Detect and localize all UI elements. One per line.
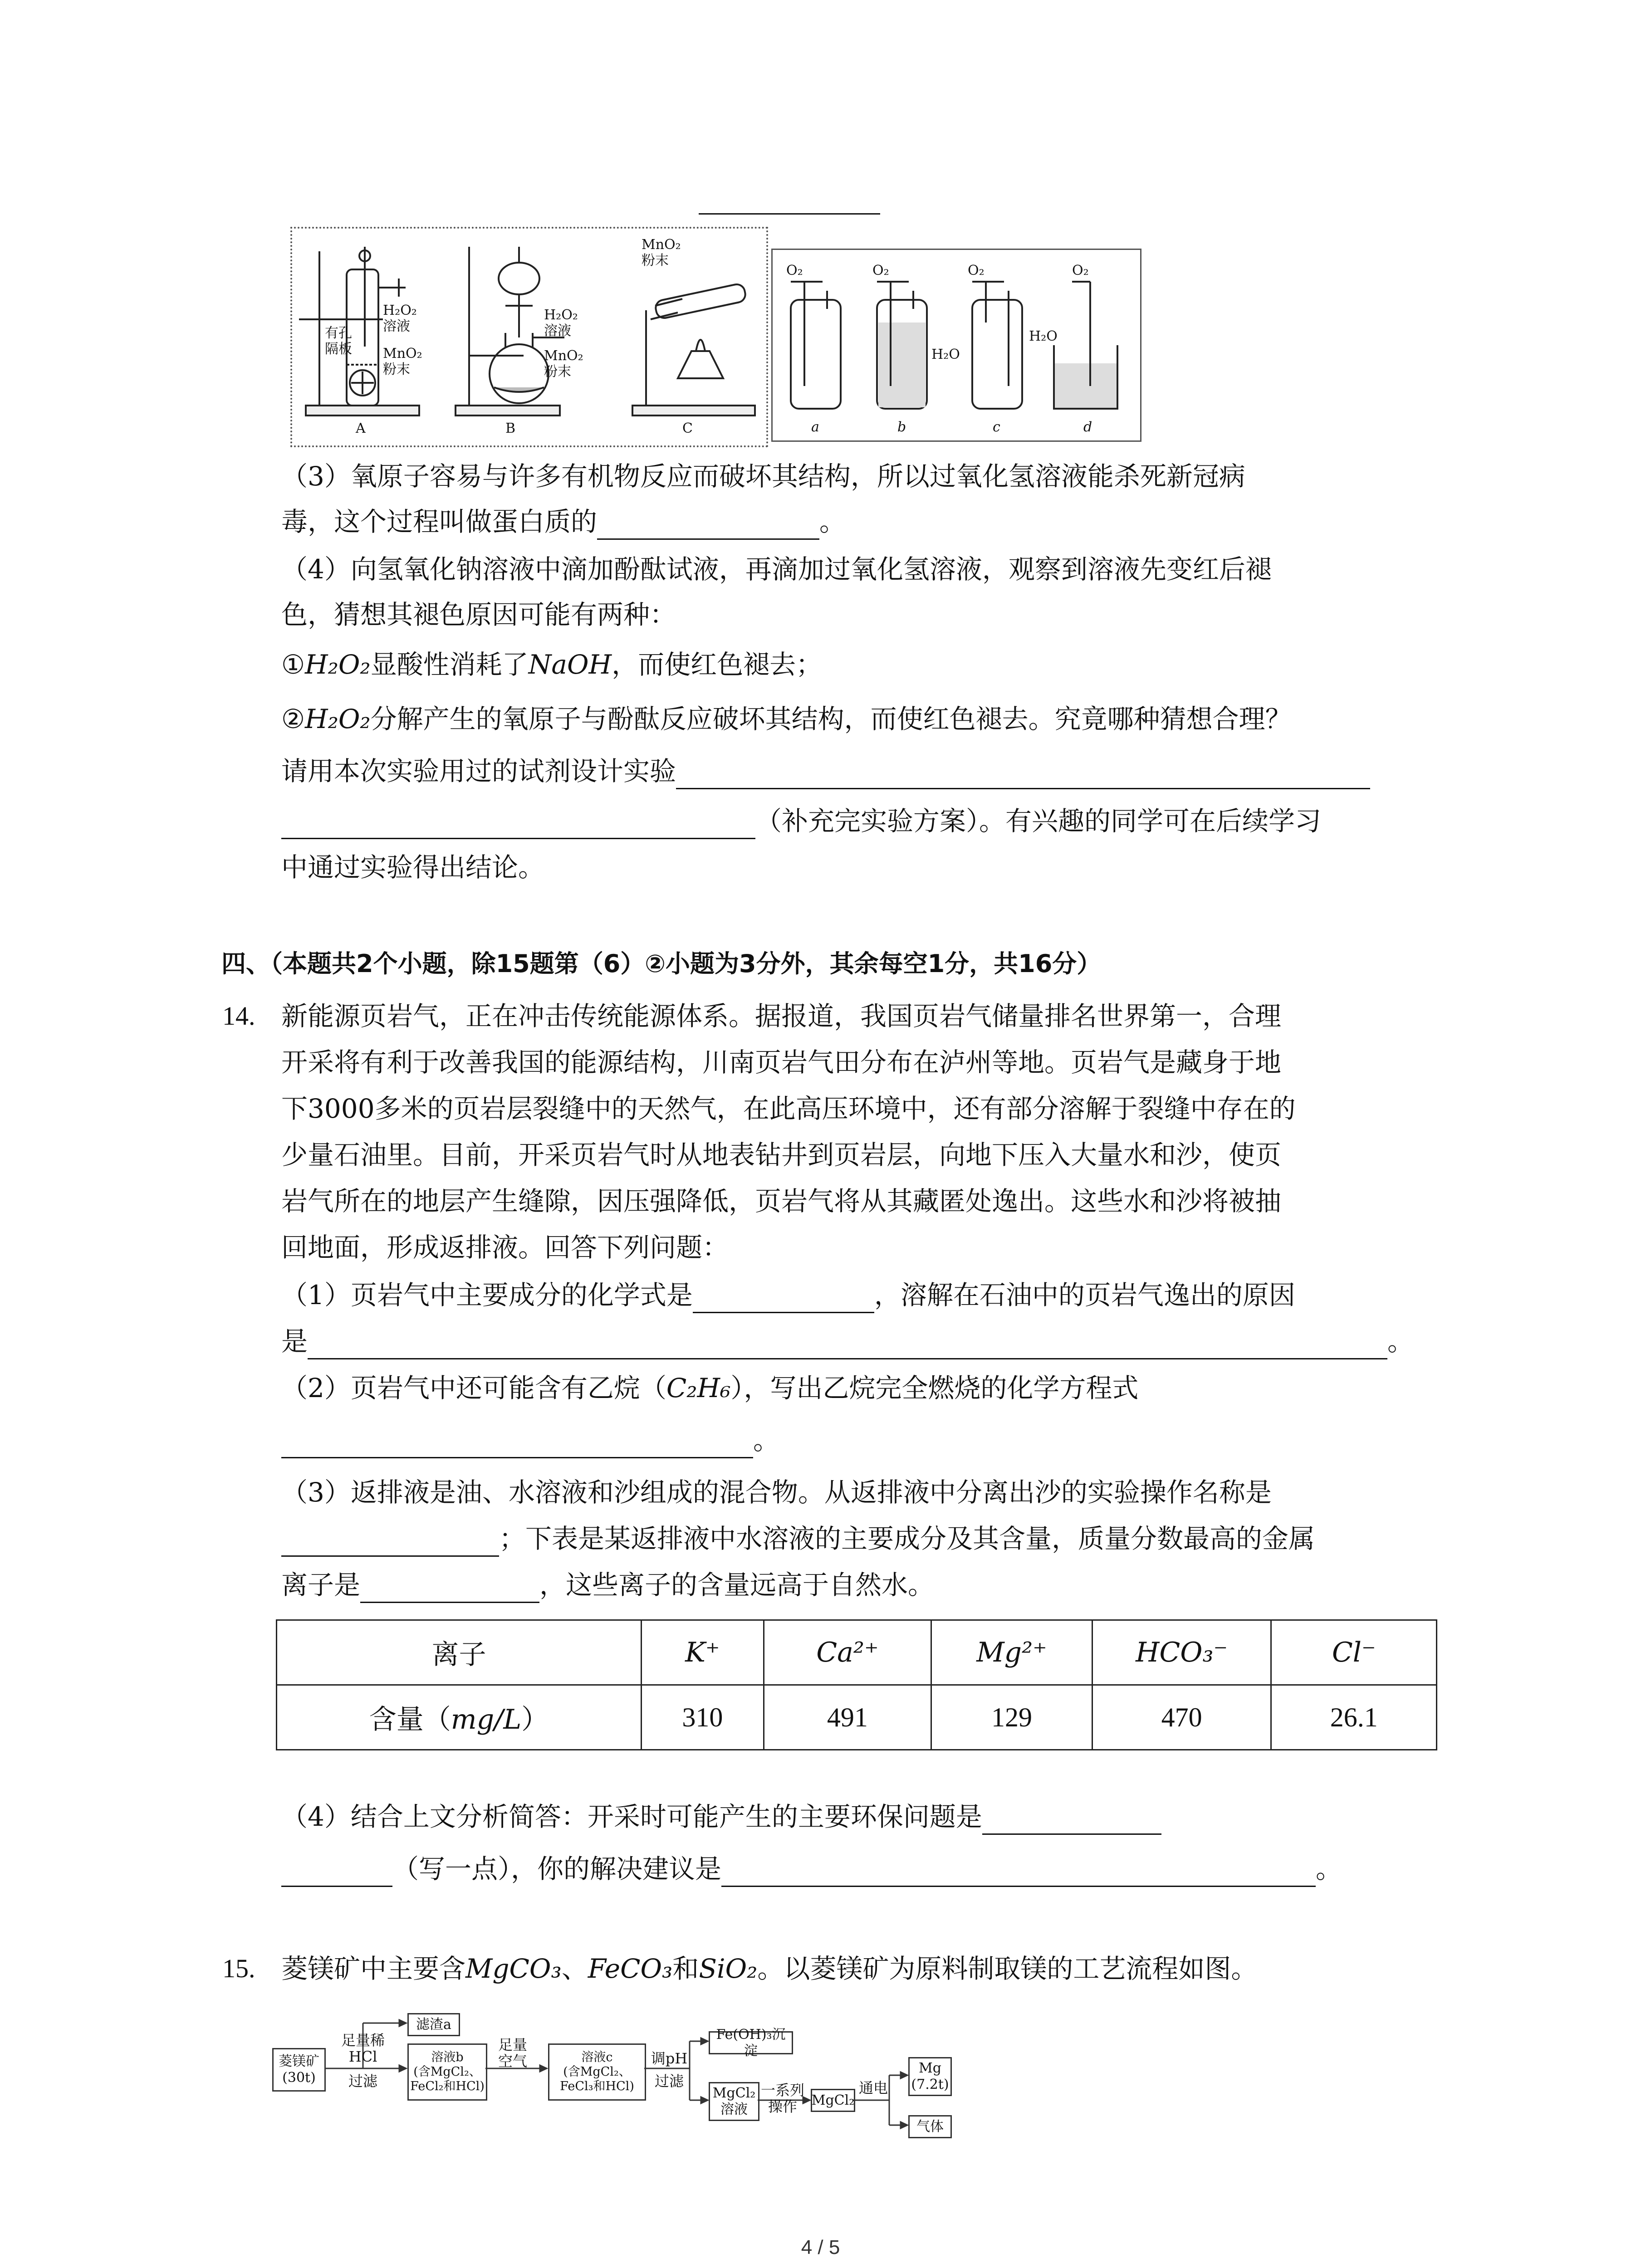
q14-number: 14. [222, 1001, 255, 1031]
q14-p4-text-c: 。 [1316, 1853, 1342, 1884]
q13-design-line3: 中通过实验得出结论。 [281, 852, 545, 883]
q14-p2-line2 [281, 1422, 779, 1458]
process-flowchart [272, 2005, 966, 2155]
q14-p2-text-c: 。 [753, 1425, 780, 1456]
q14-p4-line2 [281, 1851, 1342, 1887]
label-h2o-b: H₂O [931, 347, 960, 362]
table-row [277, 1620, 1437, 1685]
q14-p1-text-d: 。 [1387, 1326, 1414, 1357]
label-a-upper: A [356, 420, 366, 436]
label-mno2-b: MnO₂ [544, 348, 583, 364]
label-powder-a: 粉末 [383, 362, 410, 377]
q15-number: 15. [222, 1954, 255, 1983]
ore-box: 菱镁矿 (30t) [272, 2048, 326, 2092]
q14-p4-line1 [281, 1799, 1161, 1835]
q14-p3-text-b: ；下表是某返排液中水溶液的主要成分及其含量，质量分数最高的金属 [499, 1523, 1315, 1554]
q14-p1-text-c: 是 [281, 1326, 308, 1357]
q14-intro-5: 岩气所在的地层产生缝隙，因压强降低，页岩气将从其藏匿处逸出。这些水和沙将被抽 [281, 1186, 1282, 1217]
label-c-lower: c [993, 419, 1000, 435]
solution-b-box: 溶液b (含MgCl₂、 FeCl₂和HCl) [407, 2043, 487, 2101]
guess2-formula: H₂O₂ [305, 704, 371, 734]
q14-p4-blank-2[interactable] [281, 1859, 392, 1887]
guess1-naoh: NaOH [528, 649, 612, 680]
q14-p3-line1: （3）返排液是油、水溶液和沙组成的混合物。从返排液中分离出沙的实验操作名称是 [281, 1477, 1272, 1508]
q14-p4-blank-3[interactable] [721, 1859, 1316, 1887]
guess2-marker: ② [281, 704, 305, 734]
ion-cell: Mg²⁺ [931, 1620, 1092, 1685]
air-label: 足量 空气 [498, 2036, 527, 2070]
adjust-ph-label: 调pH [651, 2050, 688, 2067]
q14-p1-blank-1[interactable] [693, 1286, 874, 1313]
label-o2-d: O₂ [1072, 263, 1089, 279]
label-a-lower: a [811, 419, 819, 435]
q15-sep-2: 和 [672, 1953, 699, 1984]
page-number: 4 / 5 [801, 2236, 840, 2258]
q13-guess-2 [281, 701, 1292, 737]
q14-p1-blank-2[interactable] [308, 1332, 1387, 1359]
value-cell: 470 [1092, 1685, 1271, 1750]
q14-p2-text-b: ），写出乙烷完全燃烧的化学方程式 [730, 1373, 1139, 1403]
section-4-title: 四、（本题共2个小题，除15题第（6）②小题为3分外，其余每空1分，共16分） [221, 949, 1102, 978]
series-ops-label: 一系列 操作 [760, 2082, 804, 2115]
label-porous-1: 有孔 [325, 325, 352, 341]
design-text-b: （补充完实验方案）。有兴趣的同学可在后续学习 [755, 806, 1322, 836]
label-mno2-a: MnO₂ [383, 346, 422, 362]
mg-box: Mg (7.2t) [908, 2057, 952, 2096]
mgcl2-solution-box: MgCl₂ 溶液 [709, 2082, 759, 2121]
guess1-marker: ① [281, 649, 305, 680]
top-answer-blank [699, 213, 880, 215]
q14-p3-line3 [281, 1567, 934, 1603]
solution-c-box: 溶液c (含MgCl₂、 FeCl₃和HCl) [548, 2043, 646, 2101]
q15-formula-3: SiO₂ [699, 1953, 758, 1984]
design-blank-1[interactable] [676, 762, 1370, 789]
gas-box: 气体 [908, 2115, 952, 2138]
label-c-upper: C [682, 420, 693, 436]
q14-p2-text-a: （2）页岩气中还可能含有乙烷（ [281, 1373, 666, 1403]
q14-p1-text-b: ，溶解在石油中的页岩气逸出的原因 [874, 1280, 1295, 1310]
q14-p4-text-a: （4）结合上文分析简答：开采时可能产生的主要环保问题是 [281, 1801, 982, 1832]
residue-a-box: 滤渣a [407, 2013, 460, 2036]
q13-p3-text: 毒，这个过程叫做蛋白质的 [281, 506, 598, 537]
label-mno2-c: MnO₂ [642, 237, 681, 253]
q13-design-line1 [281, 753, 1370, 789]
label-o2-a: O₂ [786, 263, 803, 279]
label-h2o2-b: H₂O₂ [544, 307, 578, 323]
q13-p3-blank[interactable] [597, 512, 819, 540]
q14-p4-blank-1[interactable] [982, 1807, 1161, 1835]
q14-intro-2: 开采将有利于改善我国的能源结构，川南页岩气田分布在泸州等地。页岩气是藏身于地 [281, 1047, 1282, 1078]
q14-p1-line1 [281, 1277, 1295, 1313]
row-label-b: ） [521, 1704, 549, 1735]
q14-p2-blank[interactable] [281, 1431, 753, 1458]
value-cell: 26.1 [1271, 1685, 1437, 1750]
design-blank-2[interactable] [281, 811, 755, 839]
electrolysis-label: 通电 [858, 2079, 888, 2097]
label-powder-b: 粉末 [544, 364, 571, 380]
q14-p3-blank-1[interactable] [281, 1529, 499, 1557]
q14-intro-4: 少量石油里。目前，开采页岩气时从地表钻井到页岩层，向地下压入大量水和沙，使页 [281, 1139, 1282, 1170]
guess2-text: 分解产生的氧原子与酚酞反应破坏其结构，而使红色褪去。究竟哪种猜想合理？ [370, 704, 1292, 734]
q14-p1-line2 [281, 1323, 1414, 1359]
fe-oh3-box: Fe(OH)₃沉淀 [709, 2031, 793, 2054]
label-d-lower: d [1083, 419, 1092, 435]
q14-p3-text-c: 离子是 [281, 1569, 361, 1600]
label-powder-c: 粉末 [642, 253, 669, 269]
ion-cell: K⁺ [641, 1620, 764, 1685]
filter1-label: 过滤 [348, 2072, 377, 2090]
apparatus-collect-drawing [773, 250, 1140, 440]
q14-p1-text-a: （1）页岩气中主要成分的化学式是 [281, 1280, 693, 1310]
q13-p3-line2 [281, 503, 846, 540]
q14-intro-3: 下3000多米的页岩层裂缝中的天然气，在此高压环境中，还有部分溶解于裂缝中存在的 [281, 1093, 1296, 1124]
table-row [277, 1685, 1437, 1750]
q15-text [281, 1950, 1257, 1987]
guess1-end: ，而使红色褪去； [612, 649, 823, 680]
value-cell: 129 [931, 1685, 1092, 1750]
q14-p3-text-d: ，这些离子的含量远高于自然水。 [539, 1569, 935, 1600]
label-h2o2-a: H₂O₂ [383, 303, 417, 318]
q13-p4-line2: 色，猜想其褪色原因可能有两种： [281, 599, 676, 630]
q14-p3-line2 [281, 1520, 1315, 1557]
label-o2-c: O₂ [968, 263, 985, 279]
row-label-a: 含量（ [369, 1704, 451, 1735]
label-b-upper: B [505, 420, 516, 436]
design-text-a: 请用本次实验用过的试剂设计实验 [281, 756, 676, 787]
label-b-lower: b [897, 419, 906, 435]
label-solution-b: 溶液 [544, 323, 571, 339]
label-solution-a: 溶液 [383, 318, 410, 334]
q15-text-a: 菱镁矿中主要含 [281, 1953, 466, 1984]
q15-formula-2: FeCO₃ [588, 1953, 673, 1984]
q15-sep-1: 、 [561, 1953, 588, 1984]
guess1-formula: H₂O₂ [305, 649, 371, 680]
table-header-label: 离子 [277, 1620, 642, 1685]
q13-design-line2 [281, 803, 1321, 839]
q14-intro-6: 回地面，形成返排液。回答下列问题： [281, 1232, 729, 1263]
q13-guess-1 [281, 646, 822, 683]
q15-text-b: 。以菱镁矿为原料制取镁的工艺流程如图。 [757, 1953, 1258, 1984]
q14-p2-line1 [281, 1370, 1138, 1406]
reagent1-label: 足量稀 HCl [341, 2032, 385, 2065]
guess1-text: 显酸性消耗了 [370, 649, 529, 680]
value-cell: 310 [641, 1685, 764, 1750]
ion-cell: Cl⁻ [1271, 1620, 1437, 1685]
ion-cell: Ca²⁺ [764, 1620, 931, 1685]
q14-p2-formula: C₂H₆ [666, 1373, 731, 1403]
table-row-label [277, 1685, 642, 1750]
q14-intro-1: 新能源页岩气，正在冲击传统能源体系。据报道，我国页岩气储量排名世界第一，合理 [281, 1001, 1282, 1031]
q14-p3-blank-2[interactable] [360, 1575, 539, 1603]
q13-p4-line1: （4）向氢氧化钠溶液中滴加酚酞试液，再滴加过氧化氢溶液，观察到溶液先变红后褪 [281, 554, 1272, 585]
q14-p4-text-b: （写一点），你的解决建议是 [392, 1853, 722, 1884]
mgcl2-box: MgCl₂ [811, 2089, 855, 2112]
apparatus-figure-abc [290, 227, 768, 447]
ion-cell: HCO₃⁻ [1092, 1620, 1271, 1685]
label-porous-2: 隔板 [325, 341, 352, 357]
ion-table [276, 1619, 1437, 1750]
q13-p3-line1: （3）氧原子容易与许多有机物反应而破坏其结构，所以过氧化氢溶液能杀死新冠病 [281, 461, 1245, 492]
q15-formula-1: MgCO₃ [465, 1953, 562, 1984]
row-label-unit: mg/L [451, 1704, 522, 1735]
filter2-label: 过滤 [654, 2072, 684, 2090]
label-o2-b: O₂ [872, 263, 889, 279]
q13-p3-end: 。 [819, 506, 846, 537]
label-h2o-d: H₂O [1029, 328, 1058, 344]
apparatus-abc-drawing [292, 229, 766, 445]
apparatus-figure-collect [771, 249, 1141, 442]
value-cell: 491 [764, 1685, 931, 1750]
